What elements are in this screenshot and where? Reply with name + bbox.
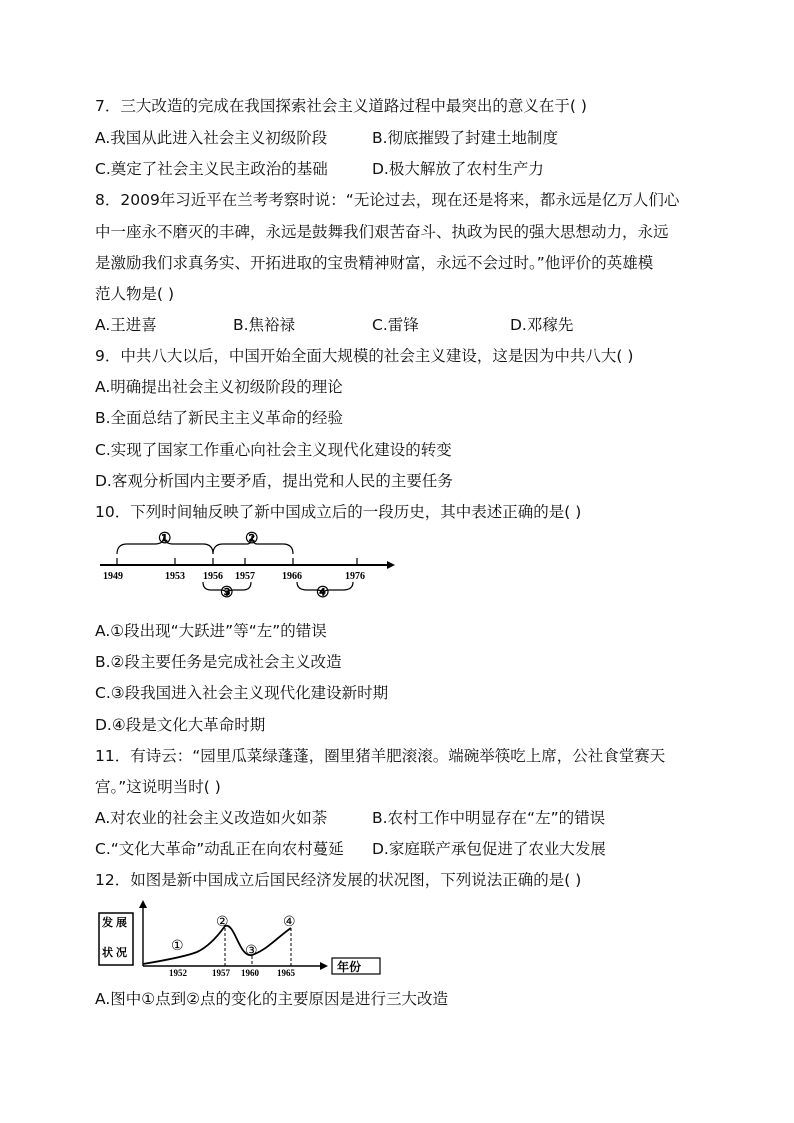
point-label-4: ④ xyxy=(283,915,296,930)
development-curve xyxy=(143,926,291,964)
year-1953: 1953 xyxy=(165,571,185,582)
timeline-arrow xyxy=(387,561,395,569)
year-1966: 1966 xyxy=(282,571,302,582)
segment-label-4: ④ xyxy=(316,585,330,601)
q10-option-a: A.①段出现“大跃进”等“左”的错误 xyxy=(95,622,327,640)
x-axis-arrow xyxy=(320,962,328,970)
q7-stem: 7．三大改造的完成在我国探索社会主义道路过程中最突出的意义在于( ) xyxy=(95,97,587,115)
q9-option-a: A.明确提出社会主义初级阶段的理论 xyxy=(95,378,343,396)
q7-option-d: D.极大解放了农村生产力 xyxy=(372,160,544,178)
q9-option-b: B.全面总结了新民主主义革命的经验 xyxy=(95,409,344,427)
q8-option-b: B.焦裕禄 xyxy=(233,316,296,334)
q9-option-c: C.实现了国家工作重心向社会主义现代化建设的转变 xyxy=(95,441,452,459)
q8-stem-line-1: 8．2009年习近平在兰考考察时说：“无论过去，现在还是将来，都永远是亿万人们心 xyxy=(95,191,680,209)
q10-option-b: B.②段主要任务是完成社会主义改造 xyxy=(95,653,342,671)
segment-label-3: ③ xyxy=(220,585,234,601)
q12-stem: 12．如图是新中国成立后国民经济发展的状况图，下列说法正确的是( ) xyxy=(95,871,582,889)
year-1956: 1956 xyxy=(203,571,223,582)
q7-option-b: B.彻底摧毁了封建土地制度 xyxy=(372,129,559,147)
q8-option-a: A.王进喜 xyxy=(95,316,157,334)
graph-year-1952: 1952 xyxy=(169,968,187,978)
q9-stem: 9．中共八大以后，中国开始全面大规模的社会主义建设，这是因为中共八大( ) xyxy=(95,347,634,365)
q9-option-d: D.客观分析国内主要矛盾，提出党和人民的主要任务 xyxy=(95,472,453,490)
q11-option-d: D.家庭联产承包促进了农业大发展 xyxy=(372,840,606,858)
q10-stem: 10．下列时间轴反映了新中国成立后的一段历史，其中表述正确的是( ) xyxy=(95,503,582,521)
q8-stem-line-4: 范人物是( ) xyxy=(95,285,175,303)
q10-option-d: D.④段是文化大革命时期 xyxy=(95,716,266,734)
q12-option-a: A.图中①点到②点的变化的主要原因是进行三大改造 xyxy=(95,990,449,1008)
y-label-char-1: 发 xyxy=(102,917,113,929)
economy-graph xyxy=(97,898,397,978)
q11-stem-line-1: 11．有诗云：“园里瓜菜绿蓬蓬，圈里猪羊肥滚滚。端碗举筷吃上席，公社食堂赛天 xyxy=(95,747,666,765)
y-label-char-2: 展 xyxy=(116,917,127,929)
q7-option-a: A.我国从此进入社会主义初级阶段 xyxy=(95,129,328,147)
q8-stem-line-3: 是激励我们求真务实、开拓进取的宝贵精神财富，永远不会过时。”他评价的英雄模 xyxy=(95,254,654,272)
q8-stem-line-2: 中一座永不磨灭的丰碑，永远是鼓舞我们艰苦奋斗、执政为民的强大思想动力，永远 xyxy=(95,223,669,241)
q11-option-b: B.农村工作中明显存在“左”的错误 xyxy=(372,809,606,827)
q11-option-c: C.“文化大革命”动乱正在向农村蔓延 xyxy=(95,840,344,858)
q11-stem-line-2: 宫。”这说明当时( ) xyxy=(95,778,221,796)
year-1949: 1949 xyxy=(103,571,123,582)
graph-year-1957: 1957 xyxy=(212,968,230,978)
point-label-2: ② xyxy=(216,915,229,930)
segment-label-2: ② xyxy=(245,531,259,547)
q8-option-c: C.雷锋 xyxy=(372,316,419,334)
graph-year-1960: 1960 xyxy=(241,968,259,978)
year-1957: 1957 xyxy=(235,571,255,582)
timeline-figure xyxy=(95,530,405,610)
q10-option-c: C.③段我国进入社会主义现代化建设新时期 xyxy=(95,684,389,702)
y-label-char-3: 状 xyxy=(102,947,113,959)
year-1976: 1976 xyxy=(345,571,365,582)
q8-option-d: D.邓稼先 xyxy=(510,316,574,334)
q7-option-c: C.奠定了社会主义民主政治的基础 xyxy=(95,160,328,178)
q11-option-a: A.对农业的社会主义改造如火如荼 xyxy=(95,809,328,827)
y-label-char-4: 况 xyxy=(116,947,127,959)
point-label-3: ③ xyxy=(245,944,258,959)
y-axis-arrow xyxy=(139,900,147,908)
graph-year-1965: 1965 xyxy=(277,968,295,978)
point-label-1: ① xyxy=(171,939,184,954)
x-axis-label: 年份 xyxy=(337,960,362,974)
segment-label-1: ① xyxy=(158,531,172,547)
